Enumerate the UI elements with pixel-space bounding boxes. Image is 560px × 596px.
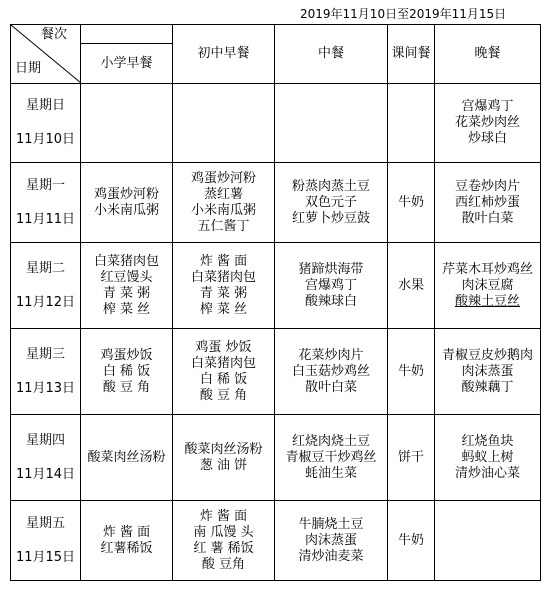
middle-breakfast-item: 酸 豆 角 — [199, 387, 248, 403]
dinner-cell — [435, 329, 541, 415]
lunch-item: 酸辣球白 — [304, 293, 357, 309]
snack-cell — [388, 243, 435, 329]
primary-breakfast-cell — [81, 329, 173, 415]
middle-breakfast-item: 炸 酱 面 — [199, 253, 248, 269]
corner-header — [11, 25, 81, 84]
primary-breakfast-cell — [81, 163, 173, 243]
weekday: 星期五 — [25, 515, 65, 531]
snack-item: 牛奶 — [397, 194, 424, 210]
snack-item: 水果 — [397, 277, 424, 293]
primary-breakfast-cell — [81, 501, 173, 581]
lunch-item: 双色元子 — [304, 194, 357, 210]
day-cell — [11, 163, 81, 243]
dinner-item: 炒球白 — [467, 131, 507, 146]
dinner-item: 芹菜木耳炒鸡丝 — [441, 261, 533, 277]
weekday: 星期日 — [25, 98, 65, 113]
middle-breakfast-item: 酸 豆角 — [201, 556, 246, 572]
menu-table — [10, 24, 541, 581]
middle-breakfast-cell — [173, 84, 275, 163]
menu-row — [11, 415, 541, 501]
middle-breakfast-item: 白菜猪肉包 — [190, 355, 256, 371]
middle-breakfast-cell — [173, 501, 275, 581]
weekday: 星期一 — [25, 177, 65, 193]
day-cell — [11, 501, 81, 581]
lunch-cell — [275, 243, 388, 329]
lunch-cell — [275, 329, 388, 415]
middle-breakfast-item: 蒸红薯 — [203, 186, 243, 202]
day-date: 11月14日 — [15, 466, 76, 482]
middle-breakfast-cell — [173, 163, 275, 243]
primary-breakfast-cell — [81, 243, 173, 329]
middle-breakfast-cell — [173, 329, 275, 415]
header-primary-breakfast — [81, 25, 173, 84]
snack-cell — [388, 415, 435, 501]
primary-breakfast-item: 红豆馒头 — [100, 269, 153, 285]
snack-item: 牛奶 — [397, 532, 424, 548]
menu-body — [11, 84, 541, 581]
day-date: 11月10日 — [15, 132, 76, 147]
lunch-item: 清炒油麦菜 — [298, 548, 364, 564]
middle-breakfast-item: 小米南瓜粥 — [190, 202, 256, 218]
primary-breakfast-item: 酸菜肉丝汤粉 — [87, 449, 166, 465]
middle-breakfast-item: 白菜猪肉包 — [190, 269, 256, 285]
primary-breakfast-cell — [81, 415, 173, 501]
lunch-item: 散叶白菜 — [304, 379, 357, 395]
dinner-cell — [435, 243, 541, 329]
day-date: 11月15日 — [15, 549, 76, 565]
lunch-cell — [275, 501, 388, 581]
lunch-item: 肉沫蒸蛋 — [304, 532, 357, 548]
dinner-item: 宫爆鸡丁 — [461, 99, 514, 114]
lunch-item: 宫爆鸡丁 — [304, 277, 357, 293]
day-cell — [11, 84, 81, 163]
primary-breakfast-item: 白 稀 饭 — [102, 363, 151, 379]
middle-breakfast-cell — [173, 415, 275, 501]
primary-breakfast-item: 红薯稀饭 — [100, 540, 153, 556]
menu-row — [11, 329, 541, 415]
primary-breakfast-item: 青 菜 粥 — [102, 285, 151, 301]
dinner-item: 酸辣土豆丝 — [454, 293, 520, 309]
dinner-item: 青椒豆皮炒鹅肉 — [441, 347, 533, 363]
weekday: 星期三 — [25, 346, 65, 362]
header-snack — [388, 25, 435, 84]
lunch-item: 红萝卜炒豆鼓 — [291, 210, 370, 226]
dinner-item: 红烧鱼块 — [461, 433, 514, 449]
dinner-item: 豆卷炒肉片 — [454, 178, 520, 194]
middle-breakfast-item: 青 菜 粥 — [199, 285, 248, 301]
weekday: 星期二 — [25, 260, 65, 276]
header-middle-breakfast — [173, 25, 275, 84]
date-label: 日期 — [15, 61, 42, 76]
snack-cell — [388, 84, 435, 163]
middle-breakfast-item: 红 薯 稀饭 — [193, 540, 254, 556]
primary-breakfast-item: 白菜猪肉包 — [93, 253, 159, 269]
lunch-item: 白玉菇炒鸡丝 — [291, 363, 370, 379]
primary-breakfast-item: 小米南瓜粥 — [93, 202, 159, 218]
lunch-item: 花菜炒肉片 — [298, 347, 364, 363]
lunch-cell — [275, 163, 388, 243]
middle-breakfast-item: 白 稀 饭 — [199, 371, 248, 387]
date-range: 2019年11月10日至2019年11月15日 — [300, 7, 507, 21]
dinner-item: 肉沫蒸蛋 — [461, 363, 514, 379]
weekday: 星期四 — [25, 432, 65, 448]
day-date: 11月12日 — [15, 294, 76, 310]
middle-breakfast-item: 鸡蛋炒河粉 — [190, 170, 256, 186]
menu-row — [11, 84, 541, 163]
header-row — [11, 25, 541, 84]
menu-row — [11, 501, 541, 581]
lunch-item: 红烧肉烧土豆 — [291, 433, 370, 449]
dinner-item: 西红柿炒蛋 — [454, 194, 520, 210]
lunch-item: 蚝油生菜 — [304, 465, 357, 481]
header-lunch — [275, 25, 388, 84]
header-primary-breakfast-label: 小学早餐 — [100, 55, 153, 71]
dinner-cell — [435, 501, 541, 581]
primary-breakfast-item: 鸡蛋炒饭 — [100, 347, 153, 363]
snack-cell — [388, 329, 435, 415]
middle-breakfast-item: 五仁酱丁 — [197, 218, 250, 234]
middle-breakfast-item: 葱 油 饼 — [199, 457, 248, 473]
primary-breakfast-item: 炸 酱 面 — [102, 524, 151, 540]
middle-breakfast-item: 炸 酱 面 — [199, 508, 248, 524]
snack-item: 饼干 — [397, 449, 424, 465]
dinner-cell — [435, 415, 541, 501]
day-cell — [11, 329, 81, 415]
menu-row — [11, 163, 541, 243]
primary-breakfast-item: 鸡蛋炒河粉 — [93, 186, 159, 202]
header-dinner — [435, 25, 541, 84]
lunch-item: 青椒豆干炒鸡丝 — [285, 449, 377, 465]
header-middle-breakfast-label: 初中早餐 — [197, 46, 250, 61]
middle-breakfast-cell — [173, 243, 275, 329]
meal-label: 餐次 — [41, 27, 68, 42]
primary-breakfast-item: 酸 豆 角 — [102, 379, 151, 395]
middle-breakfast-item: 榨 菜 丝 — [199, 301, 248, 317]
dinner-cell — [435, 84, 541, 163]
dinner-item: 酸辣藕丁 — [461, 379, 514, 395]
primary-breakfast-cell — [81, 84, 173, 163]
day-date: 11月13日 — [15, 380, 76, 396]
middle-breakfast-item: 酸菜肉丝汤粉 — [184, 441, 263, 457]
dinner-cell — [435, 163, 541, 243]
lunch-item: 牛腩烧土豆 — [298, 516, 364, 532]
menu-row — [11, 243, 541, 329]
middle-breakfast-item: 南 瓜馒 头 — [193, 524, 254, 540]
day-cell — [11, 415, 81, 501]
lunch-item: 猪蹄烘海带 — [298, 261, 364, 277]
lunch-item: 粉蒸肉蒸土豆 — [291, 178, 370, 194]
day-cell — [11, 243, 81, 329]
lunch-cell — [275, 84, 388, 163]
snack-cell — [388, 163, 435, 243]
lunch-cell — [275, 415, 388, 501]
header-dinner-label: 晚餐 — [474, 46, 501, 61]
dinner-item: 蚂蚁上树 — [461, 449, 514, 465]
dinner-item: 花菜炒肉丝 — [454, 115, 520, 130]
snack-cell — [388, 501, 435, 581]
middle-breakfast-item: 鸡蛋 炒饭 — [195, 339, 252, 355]
header-lunch-label: 中餐 — [317, 46, 344, 61]
day-date: 11月11日 — [15, 211, 76, 227]
header-snack-label: 课间餐 — [391, 46, 431, 61]
dinner-item: 清炒油心菜 — [454, 465, 520, 481]
snack-item: 牛奶 — [397, 363, 424, 379]
dinner-item: 肉沫豆腐 — [461, 277, 514, 293]
dinner-item: 散叶白菜 — [461, 210, 514, 226]
primary-breakfast-item: 榨 菜 丝 — [102, 301, 151, 317]
